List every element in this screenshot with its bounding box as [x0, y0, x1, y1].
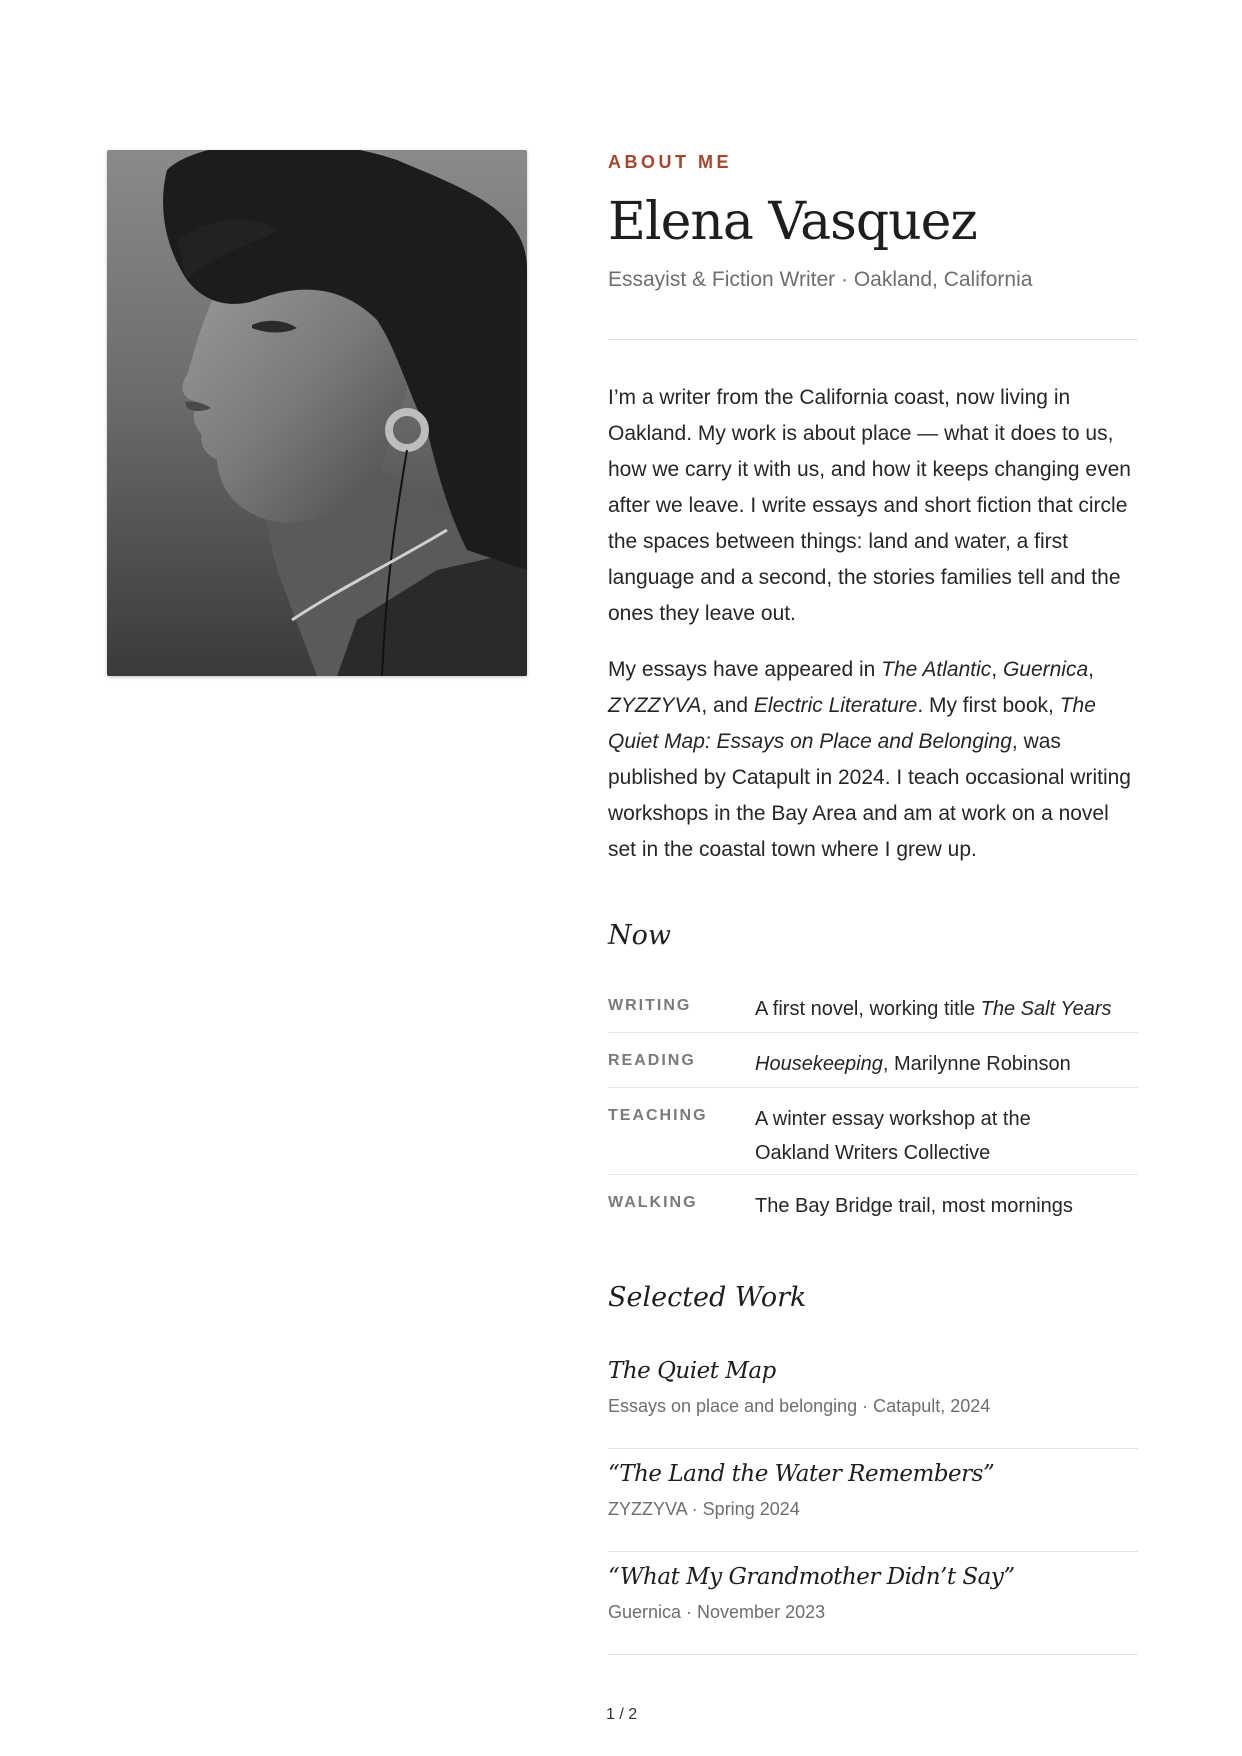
publication-title: Guernica: [1002, 658, 1089, 681]
bio-paragraph-1: I’m a writer from the California coast, now living in Oakland. My work is about place — what it does to us, how we carry it with us, and how it keeps changing even after we leave. I write essays and short fiction that circle the spaces between things: land and water, a first language and a second, the stories families tell and the ones they leave out.: [608, 386, 1131, 625]
now-value: [755, 992, 1138, 1032]
profile-photo: [107, 150, 527, 676]
work-title[interactable]: “The Land the Water Remembers”: [608, 1461, 995, 1487]
now-list: [608, 978, 1138, 1230]
publication-title: Electric Literature: [753, 694, 918, 717]
work-item: [608, 1449, 1138, 1552]
now-row-walking: [608, 1175, 1138, 1230]
now-row-teaching: [608, 1088, 1138, 1175]
work-item: [608, 1552, 1138, 1655]
now-label: READING: [608, 1052, 696, 1069]
page-title: Elena Vasquez: [608, 192, 977, 252]
book-title: The Quiet Map: Essays on Place and Belonging: [608, 694, 1096, 753]
publication-title: ZYZZYVA: [608, 694, 702, 717]
now-text: A winter essay workshop at the: [755, 1108, 1031, 1130]
portrait-image: [107, 150, 527, 676]
now-text: , Marilynne Robinson: [882, 1053, 1071, 1075]
now-title-italic: The Salt Years: [980, 998, 1112, 1020]
now-heading: Now: [608, 920, 671, 951]
selected-work-heading: Selected Work: [608, 1282, 807, 1313]
now-title-italic: Housekeeping: [755, 1053, 883, 1075]
page-number: 1 / 2: [606, 1706, 638, 1723]
work-title[interactable]: “What My Grandmother Didn’t Say”: [608, 1564, 1015, 1590]
now-row-writing: [608, 978, 1138, 1033]
bio-paragraph-2: [608, 652, 1140, 868]
bio-text: , was published by Catapult in 2024. I teach occasional writing workshops in the Bay Area and am at work on a novel set in the coastal town where I grew up.: [608, 730, 1131, 861]
now-value: [755, 1047, 1138, 1087]
subtitle: Essayist & Fiction Writer · Oakland, California: [608, 268, 1033, 291]
bio-text: ,: [1088, 658, 1094, 681]
now-label: WALKING: [608, 1194, 698, 1211]
now-label: TEACHING: [608, 1107, 708, 1124]
publication-title: The Atlantic: [881, 658, 992, 681]
bio-text: . My first book,: [917, 694, 1060, 717]
work-meta: ZYZZYVA · Spring 2024: [608, 1499, 800, 1519]
section-eyebrow: ABOUT ME: [608, 152, 732, 172]
now-row-reading: [608, 1033, 1138, 1088]
work-item: [608, 1346, 1138, 1449]
bio-text: ,: [991, 658, 1003, 681]
work-meta: Essays on place and belonging · Catapult, 2024: [608, 1396, 991, 1416]
now-label: WRITING: [608, 997, 692, 1014]
now-value: [755, 1102, 1138, 1174]
now-text: The Bay Bridge trail, most mornings: [755, 1195, 1073, 1217]
now-text: A first novel, working title: [755, 998, 981, 1020]
now-value: [755, 1189, 1138, 1230]
now-text: Oakland Writers Collective: [755, 1142, 991, 1164]
divider: [608, 339, 1138, 340]
selected-work-list: [608, 1346, 1138, 1655]
bio-text: My essays have appeared in: [608, 658, 882, 681]
work-title[interactable]: The Quiet Map: [608, 1358, 776, 1384]
work-meta: Guernica · November 2023: [608, 1602, 826, 1622]
bio-text: , and: [701, 694, 754, 717]
